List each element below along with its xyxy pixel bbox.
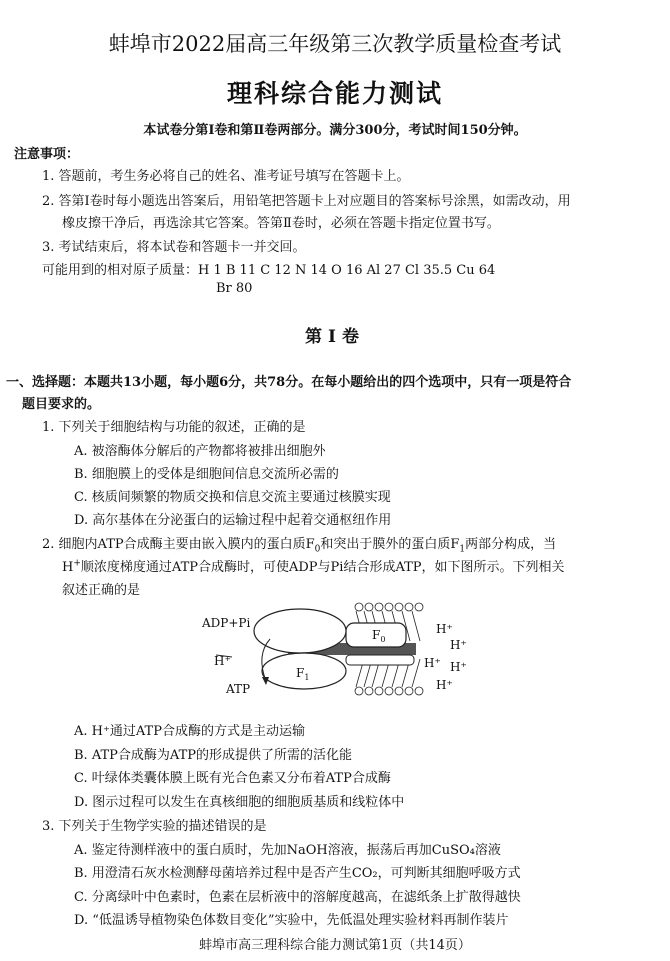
question-stem — [62, 556, 565, 575]
label-atp: ATP — [226, 682, 251, 696]
answer-option: D. 图示过程可以发生在真核细胞的细胞质基质和线粒体中 — [74, 795, 405, 810]
note-item: 橡皮擦干净后，再选涂其它答案。答第Ⅱ卷时，必须在答题卡指定位置书写。 — [62, 216, 500, 231]
answer-option: A. 鉴定待测样液中的蛋白质时，先加NaOH溶液，振荡后再加CuSO₄溶液 — [74, 843, 501, 858]
label-h-right: H⁺ — [436, 678, 453, 692]
answer-option: C. 叶绿体类囊体膜上既有光合色素又分布着ATP合成酶 — [74, 771, 391, 786]
label-f0: $F_0$ — [372, 628, 386, 644]
stem-text: 和突出于膜外的蛋白质F — [320, 537, 460, 552]
note-item: 2. 答第Ⅰ卷时每小题选出答案后，用铅笔把答题卡上对应题目的答案标号涂黑，如需改动，用 — [42, 194, 571, 209]
stem-text: 2. 细胞内ATP合成酶主要由嵌入膜内的蛋白质F — [42, 537, 315, 552]
atp-synthase-figure — [196, 597, 470, 701]
page-footer: 蚌埠市高三理科综合能力测试第1页（共14页） — [199, 938, 471, 953]
label-h-left: H⁺ — [214, 654, 231, 668]
label-h-right: H⁺ — [424, 656, 441, 670]
stem-text: 两部分构成，当 — [465, 537, 557, 552]
exam-title: 蚌埠市2022届高三年级第三次教学质量检查考试 — [108, 32, 562, 56]
notes-heading: 注意事项： — [14, 147, 80, 162]
answer-option: D. “低温诱导植物染色体数目变化”实验中，先低温处理实验材料再制作装片 — [74, 913, 509, 928]
exam-info: 本试卷分第Ⅰ卷和第Ⅱ卷两部分。满分300分，考试时间150分钟。 — [143, 123, 527, 138]
label-f1: $F_1$ — [296, 666, 310, 682]
label-h-right: H⁺ — [450, 638, 467, 652]
question-stem: 3. 下列关于生物学实验的描述错误的是 — [42, 819, 267, 834]
stem-text: 顺浓度梯度通过ATP合成酶时，可使ADP与Pi结合形成ATP，如下图所示。下列相关 — [80, 560, 565, 575]
answer-option: B. 细胞膜上的受体是细胞间信息交流所必需的 — [74, 467, 339, 482]
f0-lower — [346, 655, 414, 665]
answer-option: B. ATP合成酶为ATP的形成提供了所需的活化能 — [74, 748, 353, 763]
label-h-right: H⁺ — [450, 660, 467, 674]
answer-option: C. 核质间频繁的物质交换和信息交流主要通过核膜实现 — [74, 490, 391, 505]
answer-option: A. H⁺通过ATP合成酶的方式是主动运输 — [74, 724, 305, 739]
section-instruction: 题目要求的。 — [22, 397, 101, 412]
note-item: 3. 考试结束后，将本试卷和答题卡一并交回。 — [42, 240, 306, 255]
answer-option: C. 分离绿叶中色素时，色素在层析液中的溶解度越高，在滤纸条上扩散得越快 — [74, 890, 521, 905]
superscript: + — [73, 558, 81, 569]
answer-option: A. 被溶酶体分解后的产物都将被排出细胞外 — [74, 444, 326, 459]
f1-upper-lobe — [254, 609, 346, 653]
answer-option: D. 高尔基体在分泌蛋白的运输过程中起着交通枢纽作用 — [74, 513, 392, 528]
subscript: 1 — [459, 544, 466, 555]
note-item: 1. 答题前，考生务必将自己的姓名、准考证号填写在答题卡上。 — [42, 169, 410, 184]
section-title: 第Ⅰ卷 — [305, 327, 365, 347]
label-h-right: H⁺ — [436, 622, 453, 636]
stem-text: H — [62, 560, 74, 575]
question-stem: 叙述正确的是 — [62, 583, 141, 598]
subscript: 0 — [314, 544, 321, 555]
label-adp-pi: ADP+Pi — [202, 616, 251, 630]
atomic-mass-line: 可能用到的相对原子质量：H 1 B 11 C 12 N 14 O 16 Al 27 Cl 35.5 Cu 64 — [42, 263, 496, 278]
section-instruction: 一、选择题：本题共13小题，每小题6分，共78分。在每小题给出的四个选项中，只有一项是符合 — [6, 375, 572, 390]
question-stem — [42, 533, 556, 555]
question-stem: 1. 下列关于细胞结构与功能的叙述，正确的是 — [42, 420, 306, 435]
atomic-mass-line: Br 80 — [216, 281, 253, 296]
answer-option: B. 用澄清石灰水检测酵母菌培养过程中是否产生CO₂，可判断其细胞呼吸方式 — [74, 866, 521, 881]
exam-subtitle: 理科综合能力测试 — [226, 79, 443, 108]
